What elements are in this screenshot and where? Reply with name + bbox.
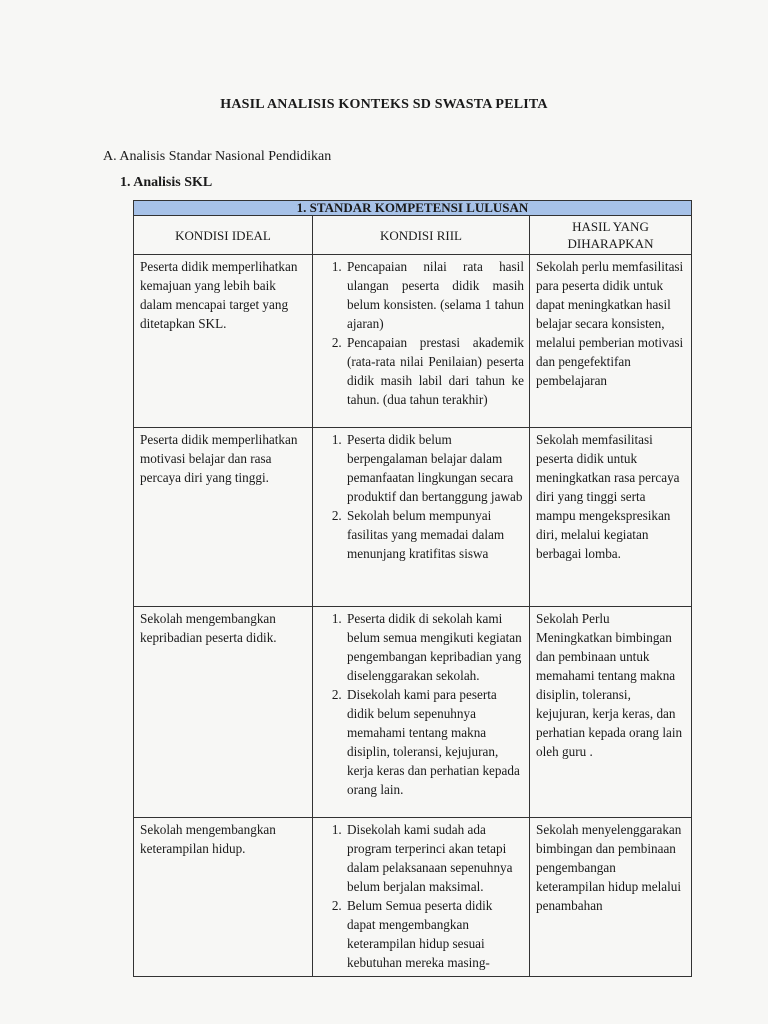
list-item: 1. Disekolah kami sudah ada program terperinci akan tetapi dalam pelaksanaan sepenuhnya belum berjalan maksimal. [345, 820, 524, 896]
cell-hasil: Sekolah perlu memfasilitasi para peserta didik untuk dapat meningkatkan hasil belajar secara konsisten, melalui pemberian motivasi dan pengefektifan pembelajaran [530, 255, 692, 428]
riil-list [319, 609, 524, 799]
header-kondisi-riil: KONDISI RIIL [313, 216, 530, 255]
cell-ideal: Sekolah mengembangkan keterampilan hidup. [134, 818, 313, 977]
cell-ideal: Peserta didik memperlihatkan kemajuan yang lebih baik dalam mencapai target yang ditetapkan SKL. [134, 255, 313, 428]
header-kondisi-ideal: KONDISI IDEAL [134, 216, 313, 255]
cell-riil [313, 607, 530, 818]
list-item: 2. Sekolah belum mempunyai fasilitas yang memadai dalam menunjang kratifitas siswa [345, 506, 524, 563]
cell-riil [313, 428, 530, 607]
riil-list [319, 430, 524, 563]
cell-riil [313, 255, 530, 428]
list-item: 1. Peserta didik di sekolah kami belum semua mengikuti kegiatan pengembangan kepribadian yang diselenggarakan sekolah. [345, 609, 524, 685]
list-item: 2. Pencapaian prestasi akademik (rata-rata nilai Penilaian) peserta didik masih labil dari tahun ke tahun. (dua tahun terakhir) [345, 333, 524, 409]
list-item: 1. Peserta didik belum berpengalaman belajar dalam pemanfaatan lingkungan secara produktif dan bertanggung jawab [345, 430, 524, 506]
table-row [134, 607, 692, 818]
list-item: 2. Belum Semua peserta didik dapat mengembangkan keterampilan hidup sesuai kebutuhan mereka masing- [345, 896, 524, 972]
table-row [134, 428, 692, 607]
cell-ideal: Sekolah mengembangkan kepribadian peserta didik. [134, 607, 313, 818]
section-heading-a: A. Analisis Standar Nasional Pendidikan [103, 149, 332, 164]
skl-table [133, 200, 692, 977]
cell-riil [313, 818, 530, 977]
list-item: 1. Pencapaian nilai rata hasil ulangan peserta didik masih belum konsisten. (selama 1 tahun ajaran) [345, 257, 524, 333]
header-hasil-diharapkan: HASIL YANG DIHARAPKAN [530, 216, 692, 255]
cell-hasil: Sekolah memfasilitasi peserta didik untuk meningkatkan rasa percaya diri yang tinggi serta mampu mengekspresikan diri, melalui kegiatan berbagai lomba. [530, 428, 692, 607]
table-banner-row [134, 201, 692, 216]
riil-list [319, 820, 524, 972]
section-heading-skl: 1. Analisis SKL [120, 175, 213, 190]
table-row [134, 255, 692, 428]
table-header-row [134, 216, 692, 255]
riil-list [319, 257, 524, 409]
cell-hasil: Sekolah Perlu Meningkatkan bimbingan dan pembinaan untuk memahami tentang makna disiplin, toleransi, kejujuran, kerja keras, dan perhatian kepada orang lain oleh guru . [530, 607, 692, 818]
cell-ideal: Peserta didik memperlihatkan motivasi belajar dan rasa percaya diri yang tinggi. [134, 428, 313, 607]
document-title: HASIL ANALISIS KONTEKS SD SWASTA PELITA [220, 97, 548, 112]
cell-hasil: Sekolah menyelenggarakan bimbingan dan pembinaan pengembangan keterampilan hidup melalui penambahan [530, 818, 692, 977]
list-item: 2. Disekolah kami para peserta didik belum sepenuhnya memahami tentang makna disiplin, toleransi, kejujuran, kerja keras dan perhatian kepada orang lain. [345, 685, 524, 799]
table-banner: 1. STANDAR KOMPETENSI LULUSAN [134, 201, 692, 216]
table-row [134, 818, 692, 977]
